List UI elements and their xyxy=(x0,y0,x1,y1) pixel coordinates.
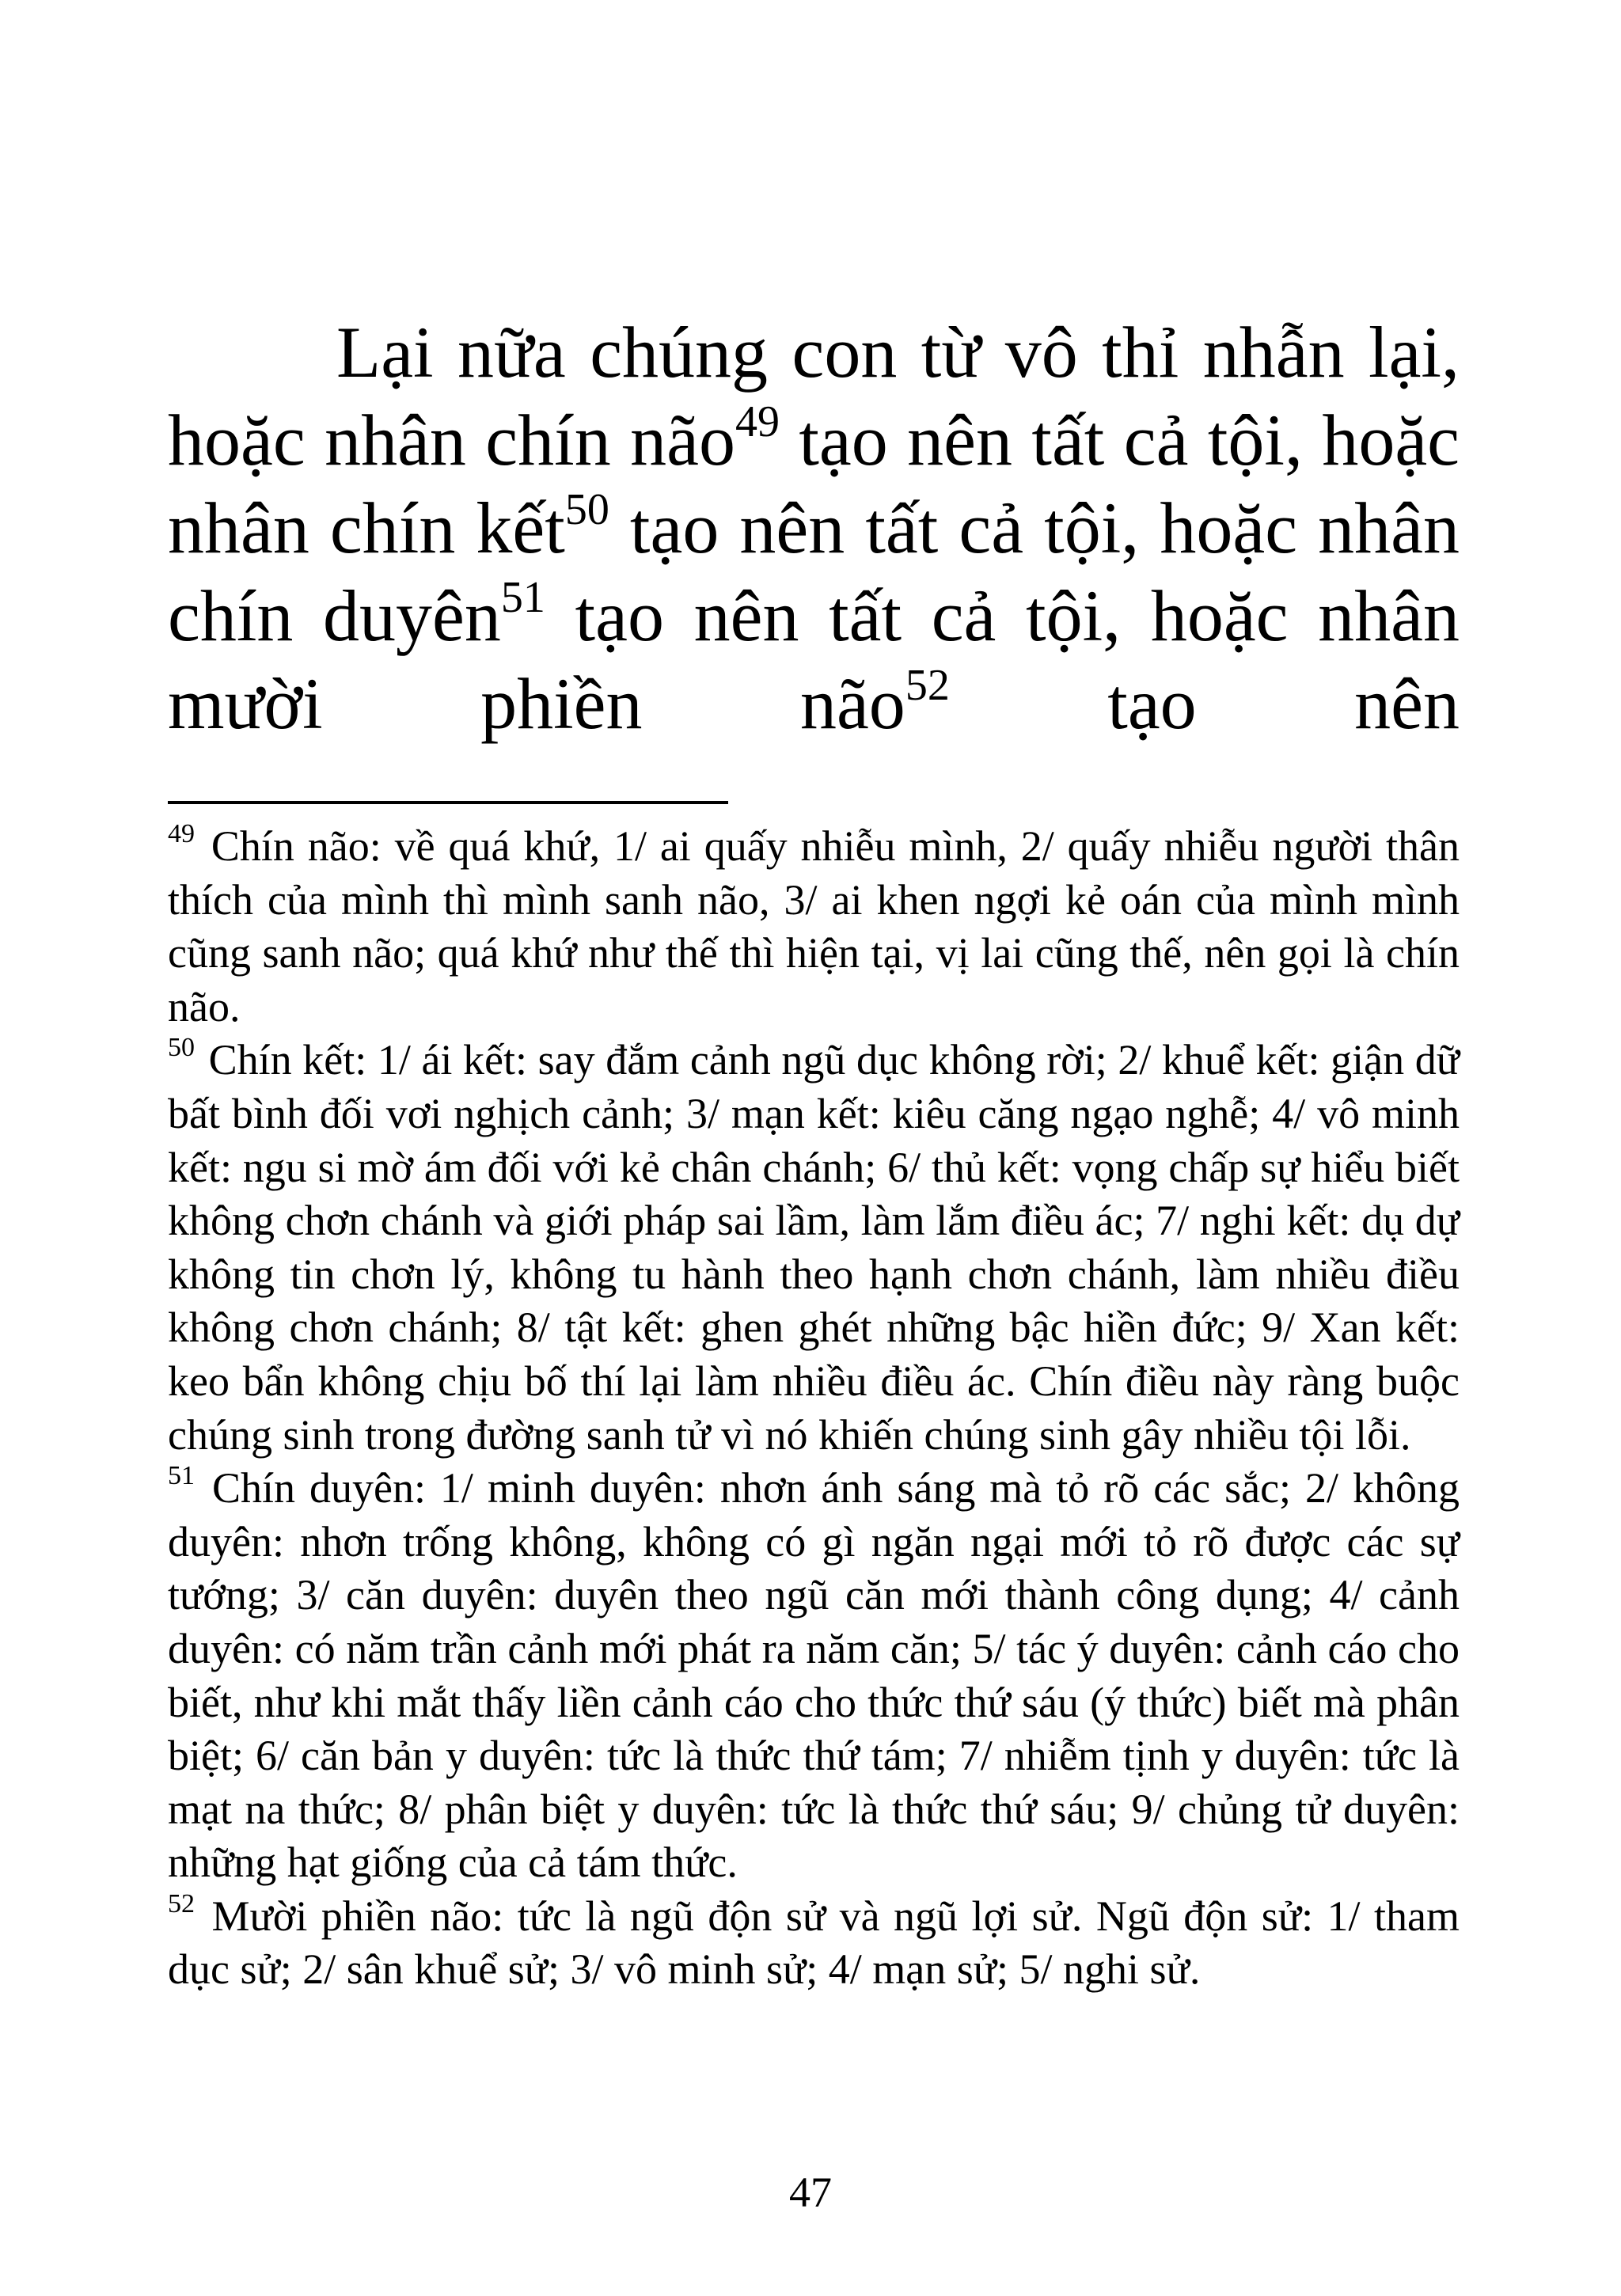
footnote-52 xyxy=(168,1890,1460,1997)
footnote-number: 52 xyxy=(168,1888,195,1918)
footnote-text: Chín não: về quá khứ, 1/ ai quấy nhiễu mình, 2/ quấy nhiễu người thân thích của mình thì mình sanh não, 3/ ai khen ngợi kẻ oán của mình mình cũng sanh não; quá khứ như thế thì hiện tại, vị lai cũng thế, nên gọi là chín não. xyxy=(168,822,1460,1030)
main-text-segment: tạo nên xyxy=(949,663,1460,744)
footnote-number: 51 xyxy=(168,1461,195,1491)
footnote-text: Mười phiền não: tức là ngũ độn sử và ngũ lợi sử. Ngũ độn sử: 1/ tham dục sử; 2/ sân khuể sử; 3/ vô minh sử; 4/ mạn sử; 5/ nghi sử. xyxy=(168,1892,1460,1994)
main-text-segment: tạo nên tất cả tội, hoặc nhân chín kết xyxy=(168,400,1460,568)
main-text-segment: tạo nên tất cả tội, hoặc nhân chín duyên xyxy=(168,488,1460,656)
page-number: 47 xyxy=(789,2169,832,2216)
footnote-separator xyxy=(168,801,728,804)
footnote-text: Chín kết: 1/ ái kết: say đắm cảnh ngũ dục không rời; 2/ khuể kết: giận dữ bất bình đối vơi nghịch cảnh; 3/ mạn kết: kiêu căng ngạo nghễ; 4/ vô minh kết: ngu si mờ ám đối với kẻ chân chánh; 6/ thủ kết: vọng chấp sự hiểu biết không chơn chánh và giới pháp sai lầm, làm lắm điều ác; 7/ nghi kết: dụ dự không tin chơn lý, không tu hành theo hạnh chơn chánh, làm nhiều điều không chơn chánh; 8/ tật kết: ghen ghét những bậc hiền đức; 9/ Xan kết: keo bẩn không chịu bố thí lại làm nhiều điều ác. Chín điều này ràng buộc chúng sinh trong đường sanh tử vì nó khiến chúng sinh gây nhiều tội lỗi. xyxy=(168,1036,1460,1459)
footnote-50 xyxy=(168,1034,1460,1462)
footnote-number: 50 xyxy=(168,1033,195,1063)
main-text-segment: Lại nữa chúng con từ vô thỉ nhẫn lại, hoặc nhân chín não xyxy=(168,312,1460,480)
footnotes-section xyxy=(168,820,1460,1997)
footnote-ref-51[interactable]: 51 xyxy=(500,573,545,623)
footnote-ref-52[interactable]: 52 xyxy=(905,661,950,711)
footnote-49 xyxy=(168,820,1460,1034)
footnote-51 xyxy=(168,1462,1460,1890)
footnote-text: Chín duyên: 1/ minh duyên: nhơn ánh sáng mà tỏ rõ các sắc; 2/ không duyên: nhơn trống không, không có gì ngăn ngại mới tỏ rõ được các sự tướng; 3/ căn duyên: duyên theo ngũ căn mới thành công dụng; 4/ cảnh duyên: có năm trần cảnh mới phát ra năm căn; 5/ tác ý duyên: cảnh cáo cho biết, như khi mắt thấy liền cảnh cáo cho thức thứ sáu (ý thức) biết mà phân biệt; 6/ căn bản y duyên: tức là thức thứ tám; 7/ nhiễm tịnh y duyên: tức là mạt na thức; 8/ phân biệt y duyên: tức là thức thứ sáu; 9/ chủng tử duyên: những hạt giống của cả tám thức. xyxy=(168,1464,1460,1887)
footnote-ref-49[interactable]: 49 xyxy=(735,397,780,447)
footnote-ref-50[interactable]: 50 xyxy=(564,485,609,535)
main-text-segment: tạo nên tất cả tội, hoặc nhân mười phiền não xyxy=(168,575,1460,744)
footnote-number: 49 xyxy=(168,819,195,848)
main-paragraph xyxy=(168,309,1460,748)
